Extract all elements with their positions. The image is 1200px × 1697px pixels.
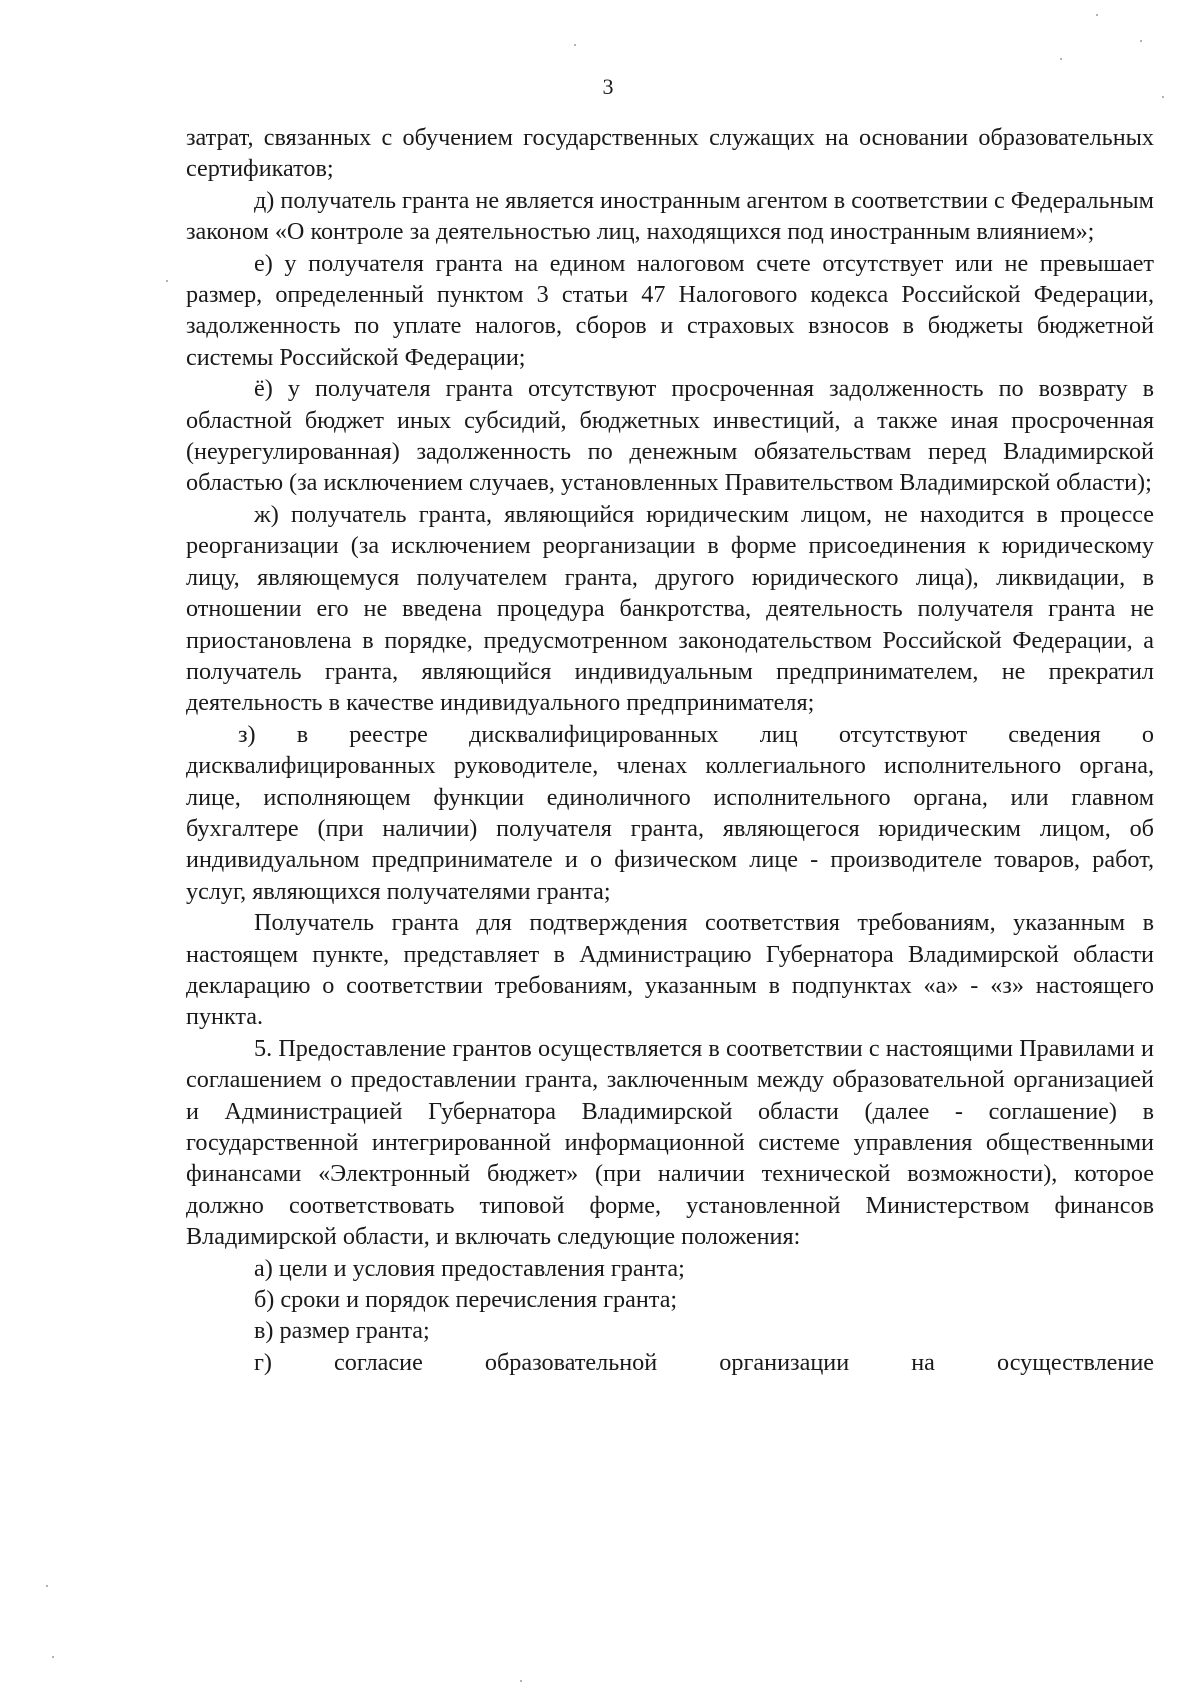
scan-speck: [166, 280, 168, 282]
scan-speck: [574, 44, 576, 46]
paragraph-declaration: Получатель гранта для подтверждения соответствия требованиям, указанным в настоящем пункте, представляет в Администрацию Губернатора Владимирской области декларацию о соответствии требованиям, указанным в подпунктах «а» - «з» настоящего пункта.: [186, 909, 1154, 1031]
document-body: [186, 122, 1154, 1378]
paragraph-section-5: 5. Предоставление грантов осуществляется в соответствии с настоящими Правилами и соглашением о предоставлении гранта, заключенным между образовательной организацией и Администрацией Губернатора Владимирской области (далее - соглашение) в государственной интегрированной информационной системе управления общественными финансами «Электронный бюджет» (при наличии технической возможности), которое должно соответствовать типовой форме, установленной Министерством финансов Владимирской области, и включать следующие положения:: [186, 1034, 1154, 1251]
paragraph-continuation: затрат, связанных с обучением государственных служащих на основании образовательных сертификатов;: [186, 124, 1154, 183]
paragraph-item-z: з) в реестре дисквалифицированных лиц отсутствуют сведения о дисквалифицированных руководителе, членах коллегиального исполнительного органа, лице, исполняющем функции единоличного исполнительного органа, или главном бухгалтере (при наличии) получателя гранта, являющегося юридическим лицом, об индивидуальном предпринимателе и о физическом лице - производителе товаров, работ, услуг, являющихся получателями гранта;: [186, 720, 1154, 905]
scan-speck: [520, 1680, 522, 1682]
list-item-v: в) размер гранта;: [254, 1317, 430, 1345]
list-item-a: а) цели и условия предоставления гранта;: [254, 1254, 685, 1282]
scan-speck: [46, 1585, 48, 1587]
scan-speck: [1140, 40, 1142, 42]
paragraph-item-zh: ж) получатель гранта, являющийся юридическим лицом, не находится в процессе реорганизации (за исключением реорганизации в форме присоединения к юридическому лицу, являющемуся получателем гранта, другого юридического лица), ликвидации, в отношении его не введена процедура банкротства, деятельность получателя гранта не приостановлена в порядке, предусмотренном законодательством Российской Федерации, а получатель гранта, являющийся индивидуальным предпринимателем, не прекратил деятельность в качестве индивидуального предпринимателя;: [186, 500, 1154, 717]
page-number: 3: [602, 74, 614, 99]
scan-speck: [1096, 14, 1098, 16]
list-item-b: б) сроки и порядок перечисления гранта;: [254, 1286, 678, 1314]
scan-speck: [1060, 58, 1062, 60]
scan-speck: [52, 1656, 54, 1658]
paragraph-item-d: д) получатель гранта не является иностранным агентом в соответствии с Федеральным законом «О контроле за деятельностью лиц, находящихся под иностранным влиянием»;: [186, 186, 1154, 246]
paragraph-item-e: е) у получателя гранта на едином налоговом счете отсутствует или не превышает размер, определенный пунктом 3 статьи 47 Налогового кодекса Российской Федерации, задолженность по уплате налогов, сборов и страховых взносов в бюджеты бюджетной системы Российской Федерации;: [186, 249, 1154, 371]
paragraph-item-yo: ё) у получателя гранта отсутствуют просроченная задолженность по возврату в областной бюджет иных субсидий, бюджетных инвестиций, а также иная просроченная (неурегулированная) задолженность по денежным обязательствам перед Владимирской областью (за исключением случаев, установленных Правительством Владимирской области);: [186, 375, 1154, 497]
list-item-g: г) согласие образовательной организации на осуществление: [254, 1348, 1154, 1376]
scan-speck: [1162, 96, 1164, 98]
